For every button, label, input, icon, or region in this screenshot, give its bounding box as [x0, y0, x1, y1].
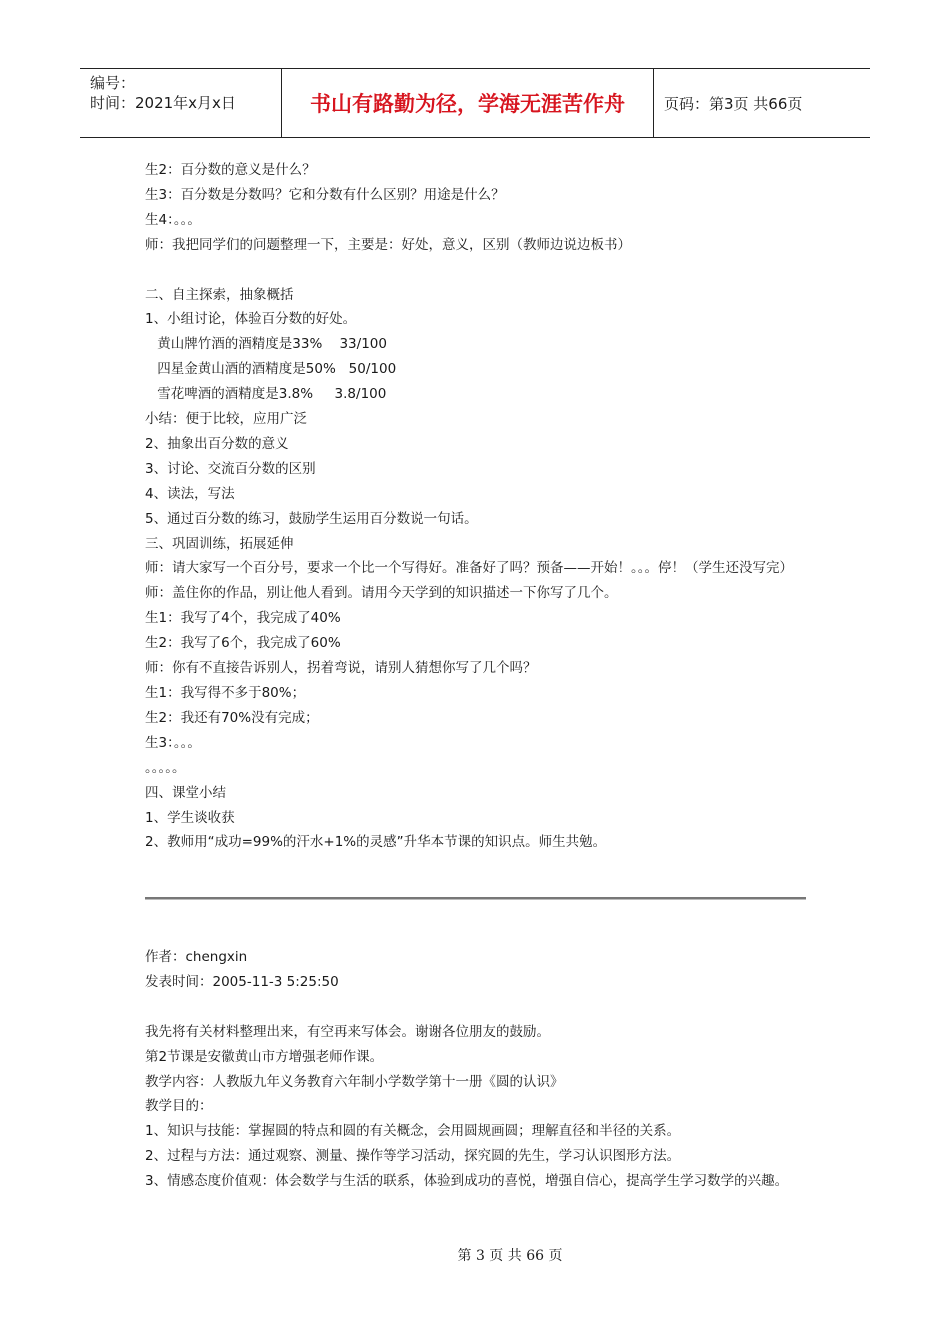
- text-line: 1、学生谈收获: [145, 809, 235, 826]
- text-line: 2、抽象出百分数的意义: [145, 435, 289, 452]
- text-line: 生2：百分数的意义是什么？: [145, 162, 316, 178]
- text-line: 我先将有关材料整理出来，有空再来写体会。谢谢各位朋友的鼓励。: [145, 1023, 550, 1040]
- text-line: 1、小组讨论，体验百分数的好处。: [145, 311, 357, 328]
- page-header: [80, 68, 870, 138]
- text-line: 师：我把同学们的问题整理一下，主要是：好处，意义，区别（教师边说边板书）: [145, 236, 631, 253]
- lesson-body: [145, 158, 807, 855]
- text-line: 5、通过百分数的练习，鼓励学生运用百分数说一句话。: [145, 510, 478, 527]
- text-line: 4、读法，写法: [145, 485, 235, 502]
- text-line: 生1：我写得不多于80%；: [145, 685, 306, 702]
- section-heading: 三、巩固训练，拓展延伸: [145, 535, 294, 552]
- header-page-label: 页码：第3页 共66页: [664, 94, 803, 113]
- text-line: 生3：百分数是分数吗？它和分数有什么区别？用途是什么？: [145, 186, 505, 203]
- text-line: 。。。。。: [145, 759, 186, 776]
- section-heading: 四、课堂小结: [145, 784, 226, 801]
- section-heading: 二、自主探索，抽象概括: [145, 286, 294, 303]
- text-line: 2、教师用“成功=99%的汗水+1%的灵感”升华本节课的知识点。师生共勉。: [145, 834, 607, 851]
- post-body: [145, 945, 807, 1194]
- page-footer: 第 3 页 共 66 页: [457, 1248, 563, 1264]
- text-line: 1、知识与技能：掌握圆的特点和圆的有关概念，会用圆规画圆；理解直径和半径的关系。: [145, 1123, 681, 1140]
- text-line: 师：请大家写一个百分号，要求一个比一个写得好。准备好了吗？预备——开始！。。。停！（学生还没写完）: [145, 560, 793, 577]
- text-line: 3、讨论、交流百分数的区别: [145, 460, 316, 477]
- text-line: 生2：我还有70%没有完成；: [145, 709, 319, 726]
- text-line: 3、情感态度价值观：体会数学与生活的联系，体验到成功的喜悦，增强自信心，提高学生学习数学的兴趣。: [145, 1173, 789, 1190]
- text-line: 教学内容：人教版九年义务教育六年制小学数学第十一册《圆的认识》: [145, 1073, 564, 1090]
- text-line: 教学目的：: [145, 1098, 213, 1115]
- text-line: 生4：。。。: [145, 211, 201, 228]
- example-line: 四星金黄山酒的酒精度是50% 50/100: [153, 361, 397, 378]
- post-author: 作者：chengxin: [145, 949, 248, 965]
- example-line: 雪花啤酒的酒精度是3.8% 3.8/100: [153, 386, 387, 403]
- text-line: 2、过程与方法：通过观察、测量、操作等学习活动，探究圆的先生，学习认识图形方法。: [145, 1148, 681, 1165]
- text-line: 生3：。。。: [145, 734, 201, 751]
- example-line: 黄山牌竹酒的酒精度是33% 33/100: [153, 336, 387, 353]
- header-meta: [80, 69, 282, 137]
- blank-line: [145, 995, 807, 1020]
- text-line: 师：你有不直接告诉别人，拐着弯说，请别人猜想你写了几个吗？: [145, 660, 537, 677]
- number-label: 编号：: [90, 74, 136, 92]
- text-line: 生2：我写了6个，我完成了60%: [145, 635, 341, 652]
- text-line: 第2节课是安徽黄山市方增强老师作课。: [145, 1048, 384, 1065]
- text-line: 生1：我写了4个，我完成了40%: [145, 610, 341, 627]
- text-line: 小结：便于比较，应用广泛: [145, 411, 307, 428]
- blank-line: [145, 258, 807, 283]
- text-line: 师：盖住你的作品，别让他人看到。请用今天学到的知识描述一下你写了几个。: [145, 585, 618, 602]
- post-published: 发表时间：2005-11-3 5:25:50: [145, 973, 339, 990]
- date-label: 时间：2021年x月x日: [90, 94, 236, 112]
- header-motto: 书山有路勤为径，学海无涯苦作舟: [282, 69, 654, 137]
- section-divider: [145, 897, 806, 900]
